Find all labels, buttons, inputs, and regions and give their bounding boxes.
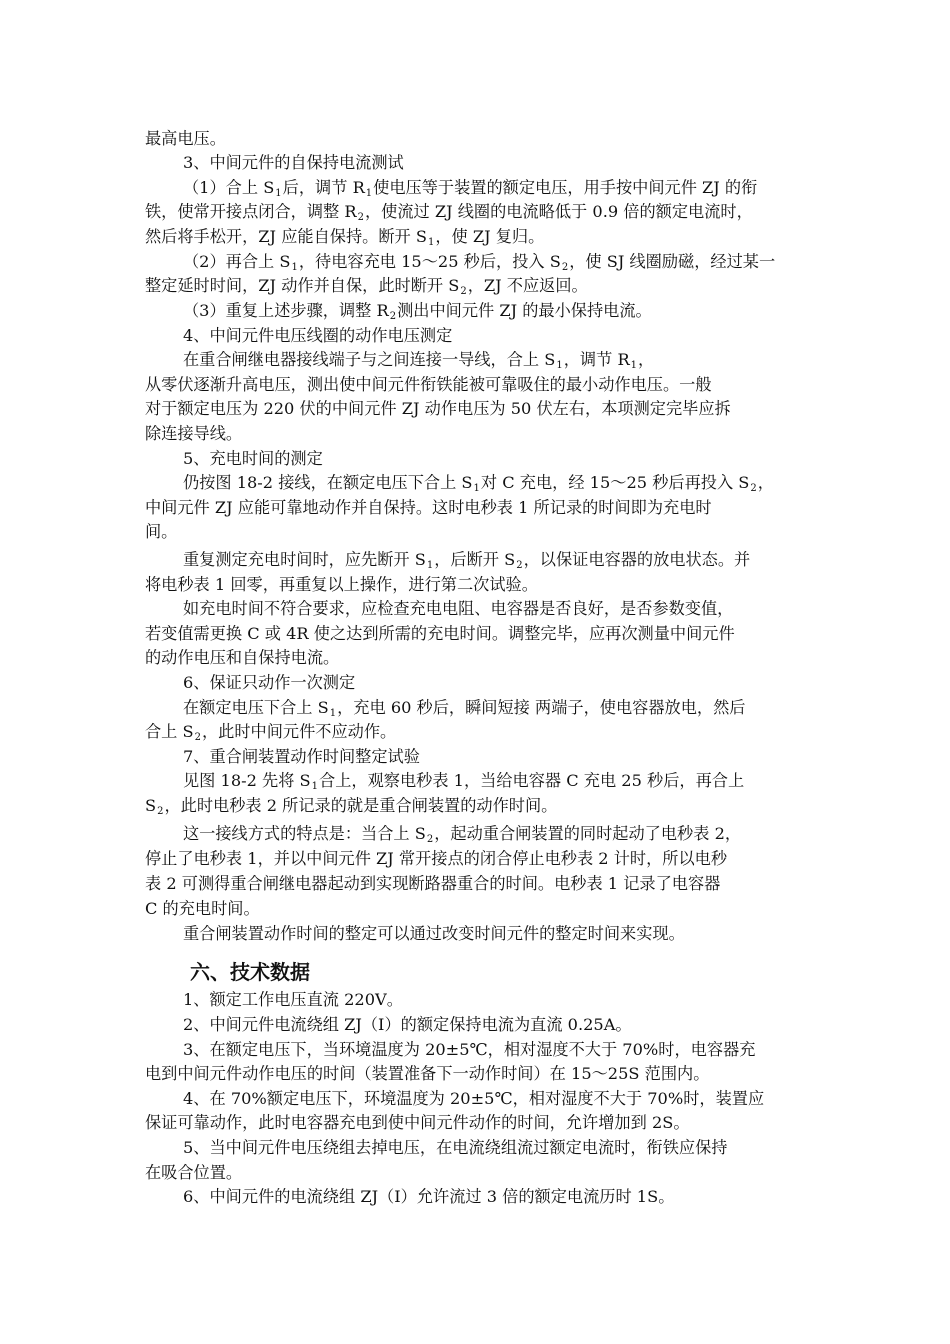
section-heading-6: 六、技术数据	[190, 960, 310, 984]
text-line: 重合闸装置动作时间的整定可以通过改变时间元件的整定时间来实现。	[183, 924, 685, 943]
subsection-heading-4: 4、中间元件电压线圈的动作电压测定	[183, 326, 453, 345]
text-line: S2，此时电秒表 2 所记录的就是重合闸装置的动作时间。	[145, 796, 558, 817]
subsection-heading-3: 3、中间元件的自保持电流测试	[183, 153, 404, 172]
text-line: 3、在额定电压下，当环境温度为 20±5℃，相对湿度不大于 70%时，电容器充	[183, 1040, 756, 1059]
text-line: 在吸合位置。	[145, 1163, 243, 1182]
text-line: 保证可靠动作，此时电容器充电到使中间元件动作的时间，允许增加到 2S。	[145, 1113, 690, 1132]
text-line: 将电秒表 1 回零，再重复以上操作，进行第二次试验。	[145, 575, 538, 594]
text-line: 停止了电秒表 1，并以中间元件 ZJ 常开接点的闭合停止电秒表 2 计时，所以电秒	[145, 849, 728, 868]
text-line: 整定延时时间，ZJ 动作并自保，此时断开 S2，ZJ 不应返回。	[145, 276, 588, 297]
text-line: 6、中间元件的电流绕组 ZJ（I）允许流过 3 倍的额定电流历时 1S。	[183, 1187, 675, 1206]
text-line: 1、额定工作电压直流 220V。	[183, 990, 403, 1009]
text-line: （1）合上 S1后，调节 R1使电压等于装置的额定电压，用手按中间元件 ZJ 的衔	[183, 178, 758, 199]
text-line: 若变值需更换 C 或 4R 使之达到所需的充电时间。调整完毕，应再次测量中间元件	[145, 624, 735, 643]
text-line: 的动作电压和自保持电流。	[145, 648, 340, 667]
text-line: 除连接导线。	[145, 424, 243, 443]
text-line: 5、当中间元件电压绕组去掉电压，在电流绕组流过额定电流时，衔铁应保持	[183, 1138, 728, 1157]
subsection-heading-7: 7、重合闸装置动作时间整定试验	[183, 747, 420, 766]
text-line: （2）再合上 S1，待电容充电 15～25 秒后，投入 S2，使 SJ 线圈励磁，经过某一	[183, 252, 776, 273]
text-line: 在额定电压下合上 S1，充电 60 秒后，瞬间短接 两端子，使电容器放电，然后	[183, 698, 746, 719]
text-line: 中间元件 ZJ 应能可靠地动作并自保持。这时电秒表 1 所记录的时间即为充电时	[145, 498, 712, 517]
text-line: 重复测定充电时间时，应先断开 S1，后断开 S2，以保证电容器的放电状态。并	[183, 550, 751, 571]
text-line: 仍按图 18-2 接线，在额定电压下合上 S1对 C 充电，经 15～25 秒后再投入 S2，	[183, 473, 774, 494]
text-line: 在重合闸继电器接线端子与之间连接一导线，合上 S1，调节 R1，	[183, 350, 655, 371]
text-line: 对于额定电压为 220 伏的中间元件 ZJ 动作电压为 50 伏左右，本项测定完毕应拆	[145, 399, 731, 418]
subsection-heading-5: 5、充电时间的测定	[183, 449, 323, 468]
text-line: 然后将手松开，ZJ 应能自保持。断开 S1，使 ZJ 复归。	[145, 227, 545, 248]
text-line: C 的充电时间。	[145, 899, 260, 918]
text-line: 最高电压。	[145, 129, 226, 148]
text-line: 2、中间元件电流绕组 ZJ（I）的额定保持电流为直流 0.25A。	[183, 1015, 632, 1034]
text-line: 如充电时间不符合要求，应检查充电电阻、电容器是否良好，是否参数变值，	[183, 599, 734, 618]
subsection-heading-6: 6、保证只动作一次测定	[183, 673, 356, 692]
text-line: 合上 S2，此时中间元件不应动作。	[145, 722, 397, 743]
text-line: 这一接线方式的特点是：当合上 S2，起动重合闸装置的同时起动了电秒表 2，	[183, 824, 742, 845]
text-line: 从零伏逐渐升高电压，测出使中间元件衔铁能被可靠吸住的最小动作电压。一般	[145, 375, 712, 394]
text-line: 见图 18-2 先将 S1合上，观察电秒表 1，当给电容器 C 充电 25 秒后，再合上	[183, 771, 745, 792]
text-line: 间。	[145, 522, 178, 541]
text-line: 4、在 70%额定电压下，环境温度为 20±5℃，相对湿度不大于 70%时，装置应	[183, 1089, 765, 1108]
text-line: 表 2 可测得重合闸继电器起动到实现断路器重合的时间。电秒表 1 记录了电容器	[145, 874, 721, 893]
text-line: （3）重复上述步骤，调整 R2测出中间元件 ZJ 的最小保持电流。	[183, 301, 652, 322]
text-line: 铁，使常开接点闭合，调整 R2，使流过 ZJ 线圈的电流略低于 0.9 倍的额定电流时，	[145, 202, 753, 223]
text-line: 电到中间元件动作电压的时间（装置准备下一动作时间）在 15～25S 范围内。	[145, 1064, 710, 1083]
